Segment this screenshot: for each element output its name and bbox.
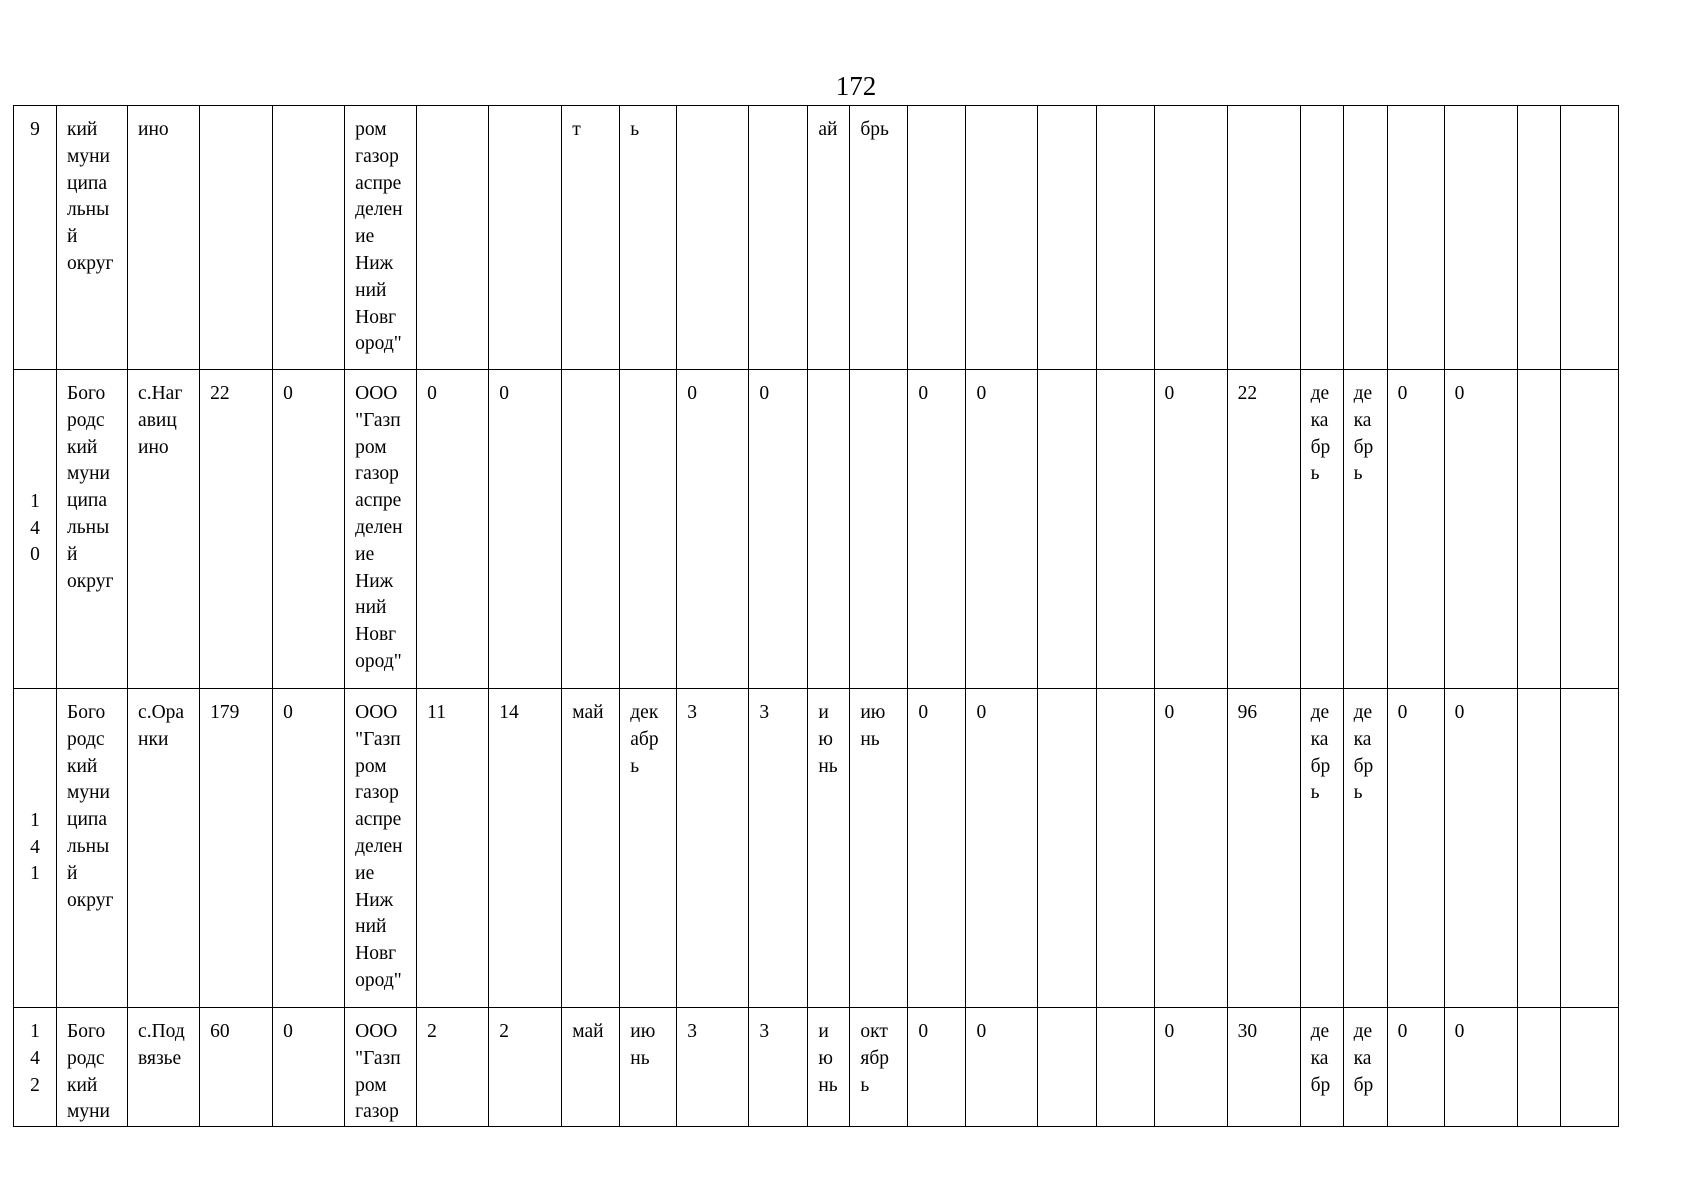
- table-cell: 22: [1227, 370, 1300, 689]
- table-cell: ООО "Газп ром газор аспре делен ие Ниж ний Новг ород": [345, 370, 417, 689]
- table-cell: [1387, 106, 1444, 370]
- table-row: [14, 106, 1619, 370]
- table-cell: 179: [200, 689, 273, 1008]
- table-cell: 14: [489, 689, 562, 1008]
- table-cell: [808, 370, 850, 689]
- row-number-cell: 1 4 2: [14, 1008, 57, 1127]
- table-cell: Бого родс кий муни ципа льны й округ: [57, 689, 128, 1008]
- table-cell: [1560, 106, 1618, 370]
- table-cell: [273, 106, 345, 370]
- table-cell: де ка бр ь: [1300, 370, 1343, 689]
- table-cell: [1038, 370, 1096, 689]
- table-cell: [1560, 370, 1618, 689]
- table-cell: [1343, 106, 1387, 370]
- table-cell: дек абр ь: [620, 689, 677, 1008]
- table-cell: 3: [677, 1008, 749, 1127]
- table-cell: [1517, 106, 1560, 370]
- table-cell: и ю нь: [808, 1008, 850, 1127]
- table-cell: ь: [620, 106, 677, 370]
- row-number-cell: 1 4 0: [14, 370, 57, 689]
- table-cell: 0: [908, 370, 966, 689]
- table-cell: 0: [1387, 370, 1444, 689]
- table-cell: 60: [200, 1008, 273, 1127]
- table-cell: 0: [1154, 370, 1227, 689]
- table-cell: 3: [749, 689, 808, 1008]
- table-cell: 0: [273, 1008, 345, 1127]
- table-cell: т: [562, 106, 620, 370]
- table-cell: ию нь: [850, 689, 908, 1008]
- table-cell: [1154, 106, 1227, 370]
- data-table: [13, 105, 1619, 1127]
- table-cell: [1560, 689, 1618, 1008]
- table-cell: [417, 106, 489, 370]
- table-cell: 0: [908, 1008, 966, 1127]
- table-cell: [677, 106, 749, 370]
- table-cell: [1560, 1008, 1618, 1127]
- table-cell: 22: [200, 370, 273, 689]
- table-cell: 0: [966, 689, 1038, 1008]
- table-cell: Бого родс кий муни ципа льны й округ: [57, 370, 128, 689]
- table-cell: с.Ора нки: [128, 689, 200, 1008]
- table-row: [14, 370, 1619, 689]
- table-cell: 0: [489, 370, 562, 689]
- table-cell: [1517, 689, 1560, 1008]
- table-cell: ООО "Газп ром газор: [345, 1008, 417, 1127]
- table-cell: и ю нь: [808, 689, 850, 1008]
- table-cell: 0: [1154, 1008, 1227, 1127]
- table-cell: [966, 106, 1038, 370]
- table-cell: 0: [417, 370, 489, 689]
- table-cell: 0: [273, 370, 345, 689]
- table-cell: 3: [677, 689, 749, 1008]
- table-cell: де ка бр: [1300, 1008, 1343, 1127]
- table-cell: ай: [808, 106, 850, 370]
- table-cell: 0: [908, 689, 966, 1008]
- table-cell: [1096, 689, 1154, 1008]
- table-cell: май: [562, 689, 620, 1008]
- table-cell: [850, 370, 908, 689]
- table-cell: [489, 106, 562, 370]
- table-cell: 2: [489, 1008, 562, 1127]
- table-cell: 0: [677, 370, 749, 689]
- table-cell: [1517, 370, 1560, 689]
- table-cell: окт ябр ь: [850, 1008, 908, 1127]
- table-cell: [1096, 370, 1154, 689]
- table-cell: 2: [417, 1008, 489, 1127]
- table-cell: [908, 106, 966, 370]
- table-cell: 0: [966, 1008, 1038, 1127]
- table-cell: де ка бр ь: [1343, 370, 1387, 689]
- table-cell: кий муни ципа льны й округ: [57, 106, 128, 370]
- table-cell: ино: [128, 106, 200, 370]
- table-cell: 0: [1387, 1008, 1444, 1127]
- table-cell: де ка бр: [1343, 1008, 1387, 1127]
- table-cell: с.Наг авиц ино: [128, 370, 200, 689]
- table-cell: 30: [1227, 1008, 1300, 1127]
- table-cell: [1300, 106, 1343, 370]
- table-cell: [1096, 1008, 1154, 1127]
- page-number: 172: [835, 71, 877, 101]
- table-cell: [1444, 106, 1517, 370]
- table-cell: 0: [1444, 689, 1517, 1008]
- table-cell: [1096, 106, 1154, 370]
- table-row: [14, 689, 1619, 1008]
- table-cell: де ка бр ь: [1300, 689, 1343, 1008]
- table-cell: ООО "Газп ром газор аспре делен ие Ниж ний Новг ород": [345, 689, 417, 1008]
- table-cell: [1517, 1008, 1560, 1127]
- table-cell: 11: [417, 689, 489, 1008]
- table-cell: [749, 106, 808, 370]
- table-row: [14, 1008, 1619, 1127]
- table-cell: 3: [749, 1008, 808, 1127]
- table-cell: 0: [749, 370, 808, 689]
- table-cell: Бого родс кий муни: [57, 1008, 128, 1127]
- table-cell: ром газор аспре делен ие Ниж ний Новг ород": [345, 106, 417, 370]
- table-cell: 0: [1387, 689, 1444, 1008]
- table-cell: 0: [1154, 689, 1227, 1008]
- table-cell: 0: [273, 689, 345, 1008]
- table-cell: [1038, 689, 1096, 1008]
- table-cell: [1038, 106, 1096, 370]
- table-cell: ию нь: [620, 1008, 677, 1127]
- table-cell: [200, 106, 273, 370]
- table-cell: 0: [966, 370, 1038, 689]
- table-cell: 0: [1444, 370, 1517, 689]
- table-cell: [1227, 106, 1300, 370]
- table-cell: брь: [850, 106, 908, 370]
- table-cell: де ка бр ь: [1343, 689, 1387, 1008]
- row-number-cell: 1 4 1: [14, 689, 57, 1008]
- row-number-cell: 9: [14, 106, 57, 370]
- table-cell: с.Под вязье: [128, 1008, 200, 1127]
- table-cell: 0: [1444, 1008, 1517, 1127]
- table-cell: [620, 370, 677, 689]
- table-cell: [1038, 1008, 1096, 1127]
- table-cell: май: [562, 1008, 620, 1127]
- table-cell: [562, 370, 620, 689]
- table-cell: 96: [1227, 689, 1300, 1008]
